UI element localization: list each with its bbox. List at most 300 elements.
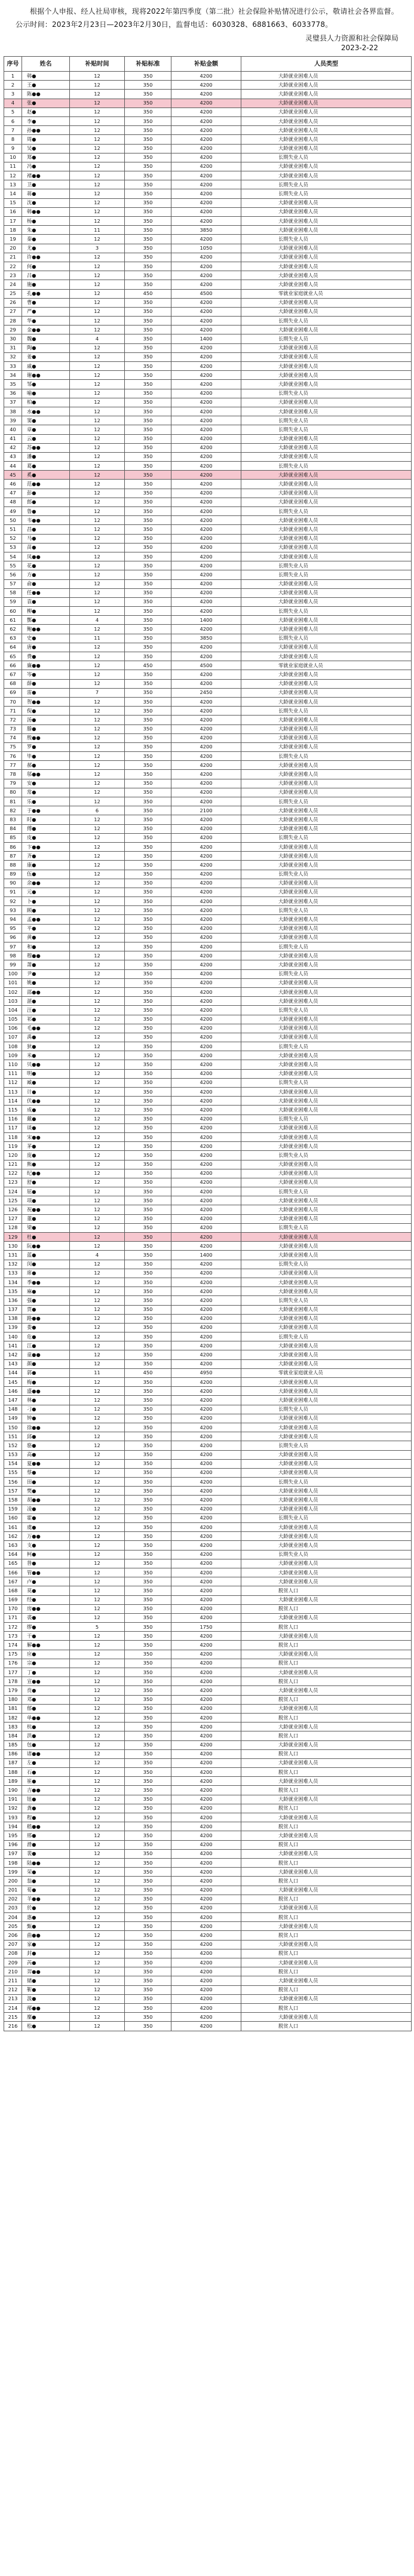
cell-standard: 350: [125, 180, 171, 189]
cell-months: 12: [70, 643, 125, 652]
cell-amount: 4200: [171, 280, 241, 289]
cell-months: 12: [70, 253, 125, 262]
cell-name: 华●: [22, 317, 70, 326]
cell-name: 解●●: [22, 1641, 70, 1650]
cell-amount: 4200: [171, 380, 241, 389]
cell-amount: 4200: [171, 733, 241, 742]
cell-index: 18: [4, 226, 22, 235]
cell-amount: 4200: [171, 1903, 241, 1912]
cell-amount: 4200: [171, 697, 241, 706]
cell-standard: 350: [125, 1459, 171, 1468]
cell-name: 骆●: [22, 1441, 70, 1450]
cell-amount: 4200: [171, 1731, 241, 1740]
cell-amount: 4200: [171, 1078, 241, 1087]
cell-months: 12: [70, 90, 125, 99]
cell-months: 12: [70, 716, 125, 724]
cell-standard: 350: [125, 1423, 171, 1432]
cell-standard: 350: [125, 343, 171, 352]
cell-amount: 4200: [171, 761, 241, 770]
cell-index: 178: [4, 1677, 22, 1686]
cell-amount: 4200: [171, 1024, 241, 1033]
table-row: [4, 1958, 412, 1967]
cell-months: 12: [70, 1532, 125, 1541]
table-row: [4, 1931, 412, 1940]
cell-standard: 350: [125, 1350, 171, 1359]
cell-index: 150: [4, 1423, 22, 1432]
cell-index: 62: [4, 625, 22, 634]
cell-person-type: 长期失业人员: [241, 235, 412, 244]
cell-amount: 1050: [171, 244, 241, 253]
cell-standard: 350: [125, 334, 171, 343]
table-row: [4, 1332, 412, 1341]
cell-standard: 350: [125, 1260, 171, 1269]
cell-name: 蒋●: [22, 189, 70, 198]
cell-person-type: 脱贫人口: [241, 1913, 412, 1922]
cell-index: 27: [4, 307, 22, 316]
cell-standard: 350: [125, 1487, 171, 1496]
table-row: [4, 280, 412, 289]
cell-months: 12: [70, 298, 125, 307]
cell-index: 95: [4, 924, 22, 933]
cell-months: 12: [70, 1114, 125, 1123]
cell-months: 12: [70, 516, 125, 525]
table-row: [4, 380, 412, 389]
cell-person-type: 大龄就业困难人员: [241, 135, 412, 144]
cell-standard: 350: [125, 1106, 171, 1114]
cell-months: 12: [70, 262, 125, 271]
cell-index: 28: [4, 317, 22, 326]
cell-index: 26: [4, 298, 22, 307]
cell-months: 12: [70, 1432, 125, 1441]
cell-amount: 4200: [171, 2013, 241, 2022]
cell-amount: 4200: [171, 842, 241, 851]
cell-months: 7: [70, 688, 125, 697]
cell-amount: 4200: [171, 99, 241, 108]
cell-months: 12: [70, 1931, 125, 1940]
cell-standard: 350: [125, 507, 171, 516]
cell-index: 117: [4, 1123, 22, 1132]
cell-months: 12: [70, 471, 125, 480]
cell-name: 平●: [22, 924, 70, 933]
cell-person-type: 大龄就业困难人员: [241, 1269, 412, 1278]
cell-index: 163: [4, 1541, 22, 1550]
cell-amount: 4200: [171, 997, 241, 1006]
cell-name: 路●●: [22, 1314, 70, 1323]
cell-amount: 4200: [171, 987, 241, 996]
cell-person-type: 大龄就业困难人员: [241, 1577, 412, 1586]
cell-name: 邬●●: [22, 770, 70, 779]
cell-person-type: 脱贫人口: [241, 1985, 412, 1994]
cell-standard: 350: [125, 1858, 171, 1867]
table-row: [4, 1305, 412, 1314]
cell-index: 84: [4, 824, 22, 833]
cell-standard: 350: [125, 1713, 171, 1722]
cell-months: 12: [70, 1242, 125, 1251]
cell-amount: 4200: [171, 1097, 241, 1106]
cell-months: 12: [70, 1740, 125, 1749]
cell-index: 153: [4, 1450, 22, 1459]
table-row: [4, 1641, 412, 1650]
cell-person-type: 大龄就业困难人员: [241, 987, 412, 996]
cell-name: 俞●: [22, 579, 70, 588]
cell-index: 73: [4, 724, 22, 733]
cell-person-type: 大龄就业困难人员: [241, 434, 412, 443]
cell-amount: 4200: [171, 1006, 241, 1015]
cell-months: 12: [70, 1478, 125, 1487]
cell-months: 12: [70, 1260, 125, 1269]
cell-name: 韩●: [22, 72, 70, 81]
cell-name: 顾●: [22, 906, 70, 915]
cell-index: 125: [4, 1196, 22, 1205]
cell-months: 12: [70, 1269, 125, 1278]
table-row: [4, 1740, 412, 1749]
cell-months: 12: [70, 317, 125, 326]
cell-standard: 350: [125, 897, 171, 906]
table-row: [4, 1877, 412, 1886]
cell-months: 12: [70, 1903, 125, 1912]
cell-months: 12: [70, 452, 125, 461]
cell-person-type: 大龄就业困难人员: [241, 171, 412, 180]
cell-index: 5: [4, 108, 22, 116]
cell-name: 包●: [22, 1740, 70, 1749]
cell-standard: 350: [125, 1187, 171, 1196]
cell-standard: 350: [125, 280, 171, 289]
cell-person-type: 长期失业人员: [241, 1187, 412, 1196]
cell-name: 贲●: [22, 1686, 70, 1695]
cell-person-type: 大龄就业困难人员: [241, 997, 412, 1006]
cell-index: 65: [4, 652, 22, 661]
table-row: [4, 462, 412, 471]
cell-name: 周●: [22, 135, 70, 144]
cell-name: 荀●: [22, 1886, 70, 1895]
cell-amount: 4200: [171, 1831, 241, 1840]
cell-person-type: 长期失业人员: [241, 1223, 412, 1232]
cell-person-type: 大龄就业困难人员: [241, 1123, 412, 1132]
cell-index: 16: [4, 207, 22, 216]
cell-index: 78: [4, 770, 22, 779]
cell-standard: 350: [125, 1513, 171, 1522]
cell-amount: 4200: [171, 1541, 241, 1550]
header-index: 序号: [4, 57, 22, 72]
cell-person-type: 大龄就业困难人员: [241, 1205, 412, 1214]
cell-months: 12: [70, 99, 125, 108]
cell-person-type: 大龄就业困难人员: [241, 824, 412, 833]
table-row: [4, 171, 412, 180]
cell-name: 邴●●: [22, 2003, 70, 2012]
table-body: [4, 72, 412, 2031]
cell-index: 48: [4, 498, 22, 506]
cell-amount: 4200: [171, 1976, 241, 1985]
cell-name: 柯●: [22, 1550, 70, 1559]
cell-name: 诸●●: [22, 1749, 70, 1758]
table-row: [4, 443, 412, 452]
cell-index: 34: [4, 371, 22, 380]
cell-months: 12: [70, 761, 125, 770]
cell-standard: 350: [125, 951, 171, 960]
cell-person-type: 长期失业人员: [241, 969, 412, 978]
cell-person-type: 大龄就业困难人员: [241, 534, 412, 543]
cell-index: 49: [4, 507, 22, 516]
table-row: [4, 1097, 412, 1106]
cell-standard: 350: [125, 116, 171, 125]
cell-standard: 350: [125, 1822, 171, 1831]
cell-index: 200: [4, 1877, 22, 1886]
cell-amount: 4200: [171, 1532, 241, 1541]
cell-months: 12: [70, 1006, 125, 1015]
cell-standard: 350: [125, 1359, 171, 1368]
cell-amount: 4200: [171, 1913, 241, 1922]
cell-standard: 350: [125, 1731, 171, 1740]
cell-amount: 4200: [171, 1868, 241, 1877]
cell-standard: 450: [125, 289, 171, 298]
cell-amount: 4200: [171, 1723, 241, 1731]
cell-standard: 350: [125, 1913, 171, 1922]
table-row: [4, 1731, 412, 1740]
cell-standard: 350: [125, 978, 171, 987]
cell-name: 经●: [22, 1595, 70, 1604]
table-row: [4, 833, 412, 842]
table-row: [4, 1595, 412, 1604]
cell-index: 132: [4, 1260, 22, 1269]
cell-standard: 350: [125, 561, 171, 570]
cell-name: 邵●●: [22, 987, 70, 996]
cell-name: 施●: [22, 280, 70, 289]
table-row: [4, 1976, 412, 1985]
cell-months: 12: [70, 579, 125, 588]
cell-index: 59: [4, 597, 22, 606]
cell-amount: 4200: [171, 906, 241, 915]
cell-index: 196: [4, 1840, 22, 1849]
table-row: [4, 1033, 412, 1042]
cell-name: 凌●: [22, 1505, 70, 1513]
cell-index: 126: [4, 1205, 22, 1214]
header-name: 姓名: [22, 57, 70, 72]
table-row: [4, 2003, 412, 2012]
cell-months: 12: [70, 1695, 125, 1704]
cell-name: 杨●: [22, 217, 70, 226]
cell-person-type: 大龄就业困难人员: [241, 516, 412, 525]
cell-amount: 4200: [171, 933, 241, 942]
cell-name: 郁●: [22, 1704, 70, 1713]
cell-index: 55: [4, 561, 22, 570]
table-row: [4, 480, 412, 489]
cell-amount: 4200: [171, 770, 241, 779]
cell-index: 7: [4, 126, 22, 135]
cell-person-type: 大龄就业困难人员: [241, 1097, 412, 1106]
cell-months: 12: [70, 280, 125, 289]
cell-index: 161: [4, 1523, 22, 1532]
cell-index: 83: [4, 815, 22, 824]
cell-index: 77: [4, 761, 22, 770]
cell-name: 胡●●: [22, 1496, 70, 1505]
cell-name: 徐●●: [22, 1423, 70, 1432]
table-row: [4, 144, 412, 153]
cell-months: 12: [70, 1849, 125, 1858]
cell-person-type: 零就业家庭就业人员: [241, 661, 412, 670]
cell-name: 於●: [22, 1903, 70, 1912]
cell-name: 酆●: [22, 616, 70, 625]
cell-amount: 4200: [171, 1432, 241, 1441]
cell-standard: 350: [125, 1387, 171, 1396]
table-row: [4, 126, 412, 135]
cell-index: 142: [4, 1350, 22, 1359]
cell-index: 12: [4, 171, 22, 180]
cell-months: 5: [70, 1623, 125, 1632]
cell-person-type: 大龄就业困难人员: [241, 144, 412, 153]
cell-person-type: 大龄就业困难人员: [241, 543, 412, 552]
cell-months: 12: [70, 498, 125, 506]
cell-months: 12: [70, 1777, 125, 1786]
cell-months: 12: [70, 1895, 125, 1903]
cell-person-type: 大龄就业困难人员: [241, 380, 412, 389]
cell-index: 3: [4, 90, 22, 99]
cell-person-type: 大龄就业困难人员: [241, 861, 412, 870]
cell-standard: 350: [125, 1078, 171, 1087]
cell-index: 53: [4, 543, 22, 552]
cell-standard: 350: [125, 2013, 171, 2022]
cell-index: 24: [4, 280, 22, 289]
cell-months: 12: [70, 198, 125, 207]
cell-index: 216: [4, 2022, 22, 2031]
cell-months: 6: [70, 806, 125, 815]
cell-months: 12: [70, 552, 125, 561]
cell-index: 149: [4, 1414, 22, 1423]
cell-months: 12: [70, 788, 125, 797]
cell-index: 85: [4, 833, 22, 842]
cell-index: 145: [4, 1378, 22, 1387]
cell-amount: 4200: [171, 1559, 241, 1568]
cell-index: 159: [4, 1505, 22, 1513]
cell-name: 田●: [22, 1478, 70, 1487]
cell-name: 戴●: [22, 1114, 70, 1123]
cell-name: 李●: [22, 116, 70, 125]
cell-index: 139: [4, 1323, 22, 1332]
cell-name: 花●: [22, 561, 70, 570]
cell-name: 汤●: [22, 716, 70, 724]
cell-name: 潘●: [22, 452, 70, 461]
cell-amount: 4200: [171, 833, 241, 842]
cell-person-type: 大龄就业困难人员: [241, 1387, 412, 1396]
table-row: [4, 1205, 412, 1214]
table-row: [4, 1414, 412, 1423]
cell-months: 12: [70, 1223, 125, 1232]
cell-name: 陶●: [22, 343, 70, 352]
cell-name: 缪●: [22, 1623, 70, 1632]
cell-person-type: 大龄就业困难人员: [241, 579, 412, 588]
cell-index: 38: [4, 407, 22, 416]
cell-name: 和●: [22, 942, 70, 951]
header-person-type: 人员类型: [241, 57, 412, 72]
cell-standard: 350: [125, 371, 171, 380]
cell-standard: 350: [125, 1024, 171, 1033]
cell-amount: 4200: [171, 72, 241, 81]
cell-name: 云●: [22, 434, 70, 443]
cell-amount: 4200: [171, 1088, 241, 1097]
cell-standard: 350: [125, 688, 171, 697]
cell-standard: 350: [125, 1332, 171, 1341]
cell-person-type: 大龄就业困难人员: [241, 1487, 412, 1496]
cell-amount: 4200: [171, 534, 241, 543]
table-row: [4, 597, 412, 606]
cell-name: 谢●●: [22, 371, 70, 380]
cell-amount: 4500: [171, 289, 241, 298]
cell-person-type: 大龄就业困难人员: [241, 761, 412, 770]
table-row: [4, 1749, 412, 1758]
cell-standard: 350: [125, 1468, 171, 1477]
cell-amount: 4200: [171, 1813, 241, 1822]
table-row: [4, 1069, 412, 1078]
cell-amount: 4200: [171, 1033, 241, 1042]
table-row: [4, 1187, 412, 1196]
cell-person-type: 大龄就业困难人员: [241, 1341, 412, 1350]
cell-index: 158: [4, 1496, 22, 1505]
cell-name: 程●: [22, 1813, 70, 1822]
cell-index: 156: [4, 1478, 22, 1487]
cell-person-type: 大龄就业困难人员: [241, 897, 412, 906]
cell-amount: 4200: [171, 108, 241, 116]
cell-months: 12: [70, 1078, 125, 1087]
cell-name: 丁●: [22, 1668, 70, 1677]
cell-standard: 350: [125, 416, 171, 425]
cell-months: 12: [70, 1949, 125, 1958]
cell-months: 12: [70, 2013, 125, 2022]
table-row: [4, 1868, 412, 1877]
cell-index: 121: [4, 1160, 22, 1169]
table-row: [4, 1949, 412, 1958]
table-row: [4, 407, 412, 416]
cell-index: 135: [4, 1287, 22, 1296]
cell-amount: 4200: [171, 1305, 241, 1314]
cell-person-type: 大龄就业困难人员: [241, 217, 412, 226]
table-row: [4, 507, 412, 516]
table-row: [4, 806, 412, 815]
cell-person-type: 大龄就业困难人员: [241, 1142, 412, 1151]
cell-index: 99: [4, 960, 22, 969]
cell-index: 94: [4, 915, 22, 924]
cell-amount: 4200: [171, 1804, 241, 1813]
cell-standard: 350: [125, 1532, 171, 1541]
cell-person-type: 大龄就业困难人员: [241, 1777, 412, 1786]
cell-months: 12: [70, 362, 125, 371]
table-row: [4, 1160, 412, 1169]
table-row: [4, 516, 412, 525]
cell-standard: 350: [125, 742, 171, 751]
cell-index: 110: [4, 1060, 22, 1069]
cell-index: 187: [4, 1758, 22, 1767]
cell-months: 12: [70, 1659, 125, 1668]
cell-person-type: 脱贫人口: [241, 1822, 412, 1831]
table-row: [4, 1432, 412, 1441]
cell-standard: 450: [125, 661, 171, 670]
table-row: [4, 180, 412, 189]
cell-amount: 4200: [171, 271, 241, 280]
cell-months: 12: [70, 1187, 125, 1196]
table-row: [4, 253, 412, 262]
table-row: [4, 1278, 412, 1287]
cell-name: 羿●●: [22, 1967, 70, 1976]
cell-amount: 4200: [171, 235, 241, 244]
cell-name: 闵●: [22, 1260, 70, 1269]
cell-person-type: 脱贫人口: [241, 1586, 412, 1595]
cell-index: 201: [4, 1886, 22, 1895]
table-row: [4, 389, 412, 398]
cell-person-type: 大龄就业困难人员: [241, 1287, 412, 1296]
cell-index: 171: [4, 1613, 22, 1622]
cell-months: 12: [70, 1359, 125, 1368]
cell-person-type: 大龄就业困难人员: [241, 1423, 412, 1432]
cell-person-type: 长期失业人员: [241, 1441, 412, 1450]
cell-amount: 4200: [171, 1641, 241, 1650]
